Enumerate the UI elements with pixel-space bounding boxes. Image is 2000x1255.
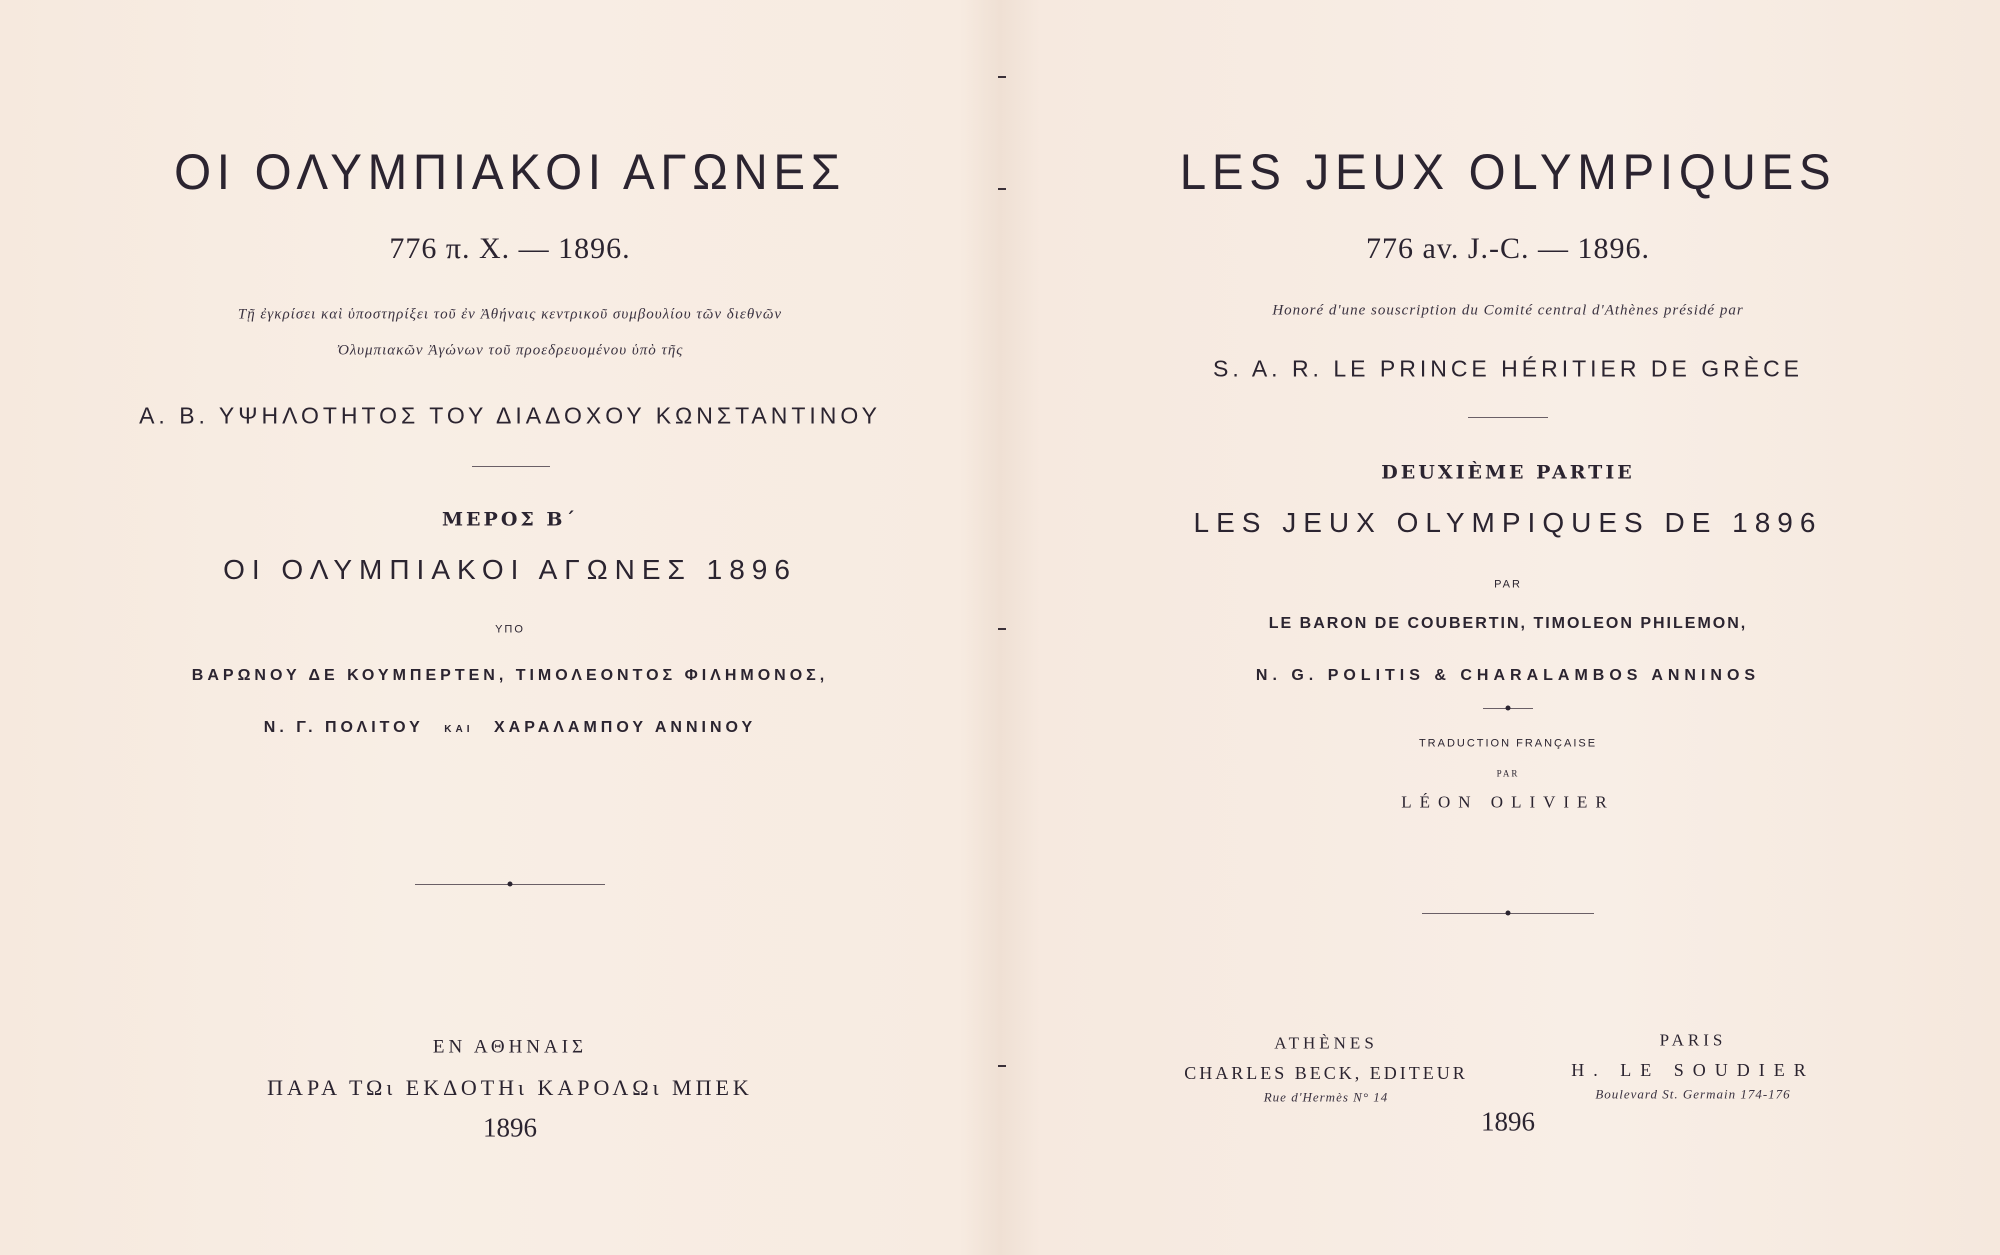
right-subtitle: LES JEUX OLYMPIQUES DE 1896: [1193, 507, 1823, 538]
paris-publisher: H. LE SOUDIER: [1571, 1060, 1815, 1080]
ornament-divider: [1468, 417, 1548, 418]
ornament-dot: [1506, 706, 1511, 711]
left-patron: Α. Β. ΥΨΗΛΟΤΗΤΟΣ ΤΟΥ ΔΙΑΔΟΧΟΥ ΚΩΝΣΤΑΝΤΙΝΟΥ: [139, 402, 881, 429]
athens-address: Rue d'Hermès N° 14: [1263, 1089, 1389, 1105]
translation-label: TRADUCTION FRANÇAISE: [1418, 737, 1598, 750]
right-year: 1896: [1481, 1106, 1535, 1137]
right-part: DEUXIÈME PARTIE: [1381, 461, 1635, 484]
author-politis: Ν. Γ. ΠΟΛΙΤΟΥ: [263, 719, 424, 736]
athens-publisher: CHARLES BECK, EDITEUR: [1184, 1063, 1468, 1083]
left-place: ΕΝ ΑΘΗΝΑΙΣ: [432, 1036, 588, 1058]
left-part: ΜΕΡΟΣ Β΄: [442, 508, 578, 531]
gutter-mark: [998, 628, 1006, 630]
gutter-mark: [998, 188, 1006, 190]
left-title: ΟΙ ΟΛΥΜΠΙΑΚΟΙ ΑΓΩΝΕΣ: [174, 144, 846, 200]
left-subtitle: ΟΙ ΟΛΥΜΠΙΑΚΟΙ ΑΓΩΝΕΣ 1896: [223, 554, 797, 585]
left-dedication-1: Τῇ ἐγκρίσει καὶ ὑποστηρίξει τοῦ ἐν Ἀθήναις κεντρικοῦ συμβουλίου τῶν διεθνῶν: [237, 306, 783, 323]
left-dates: 776 π. Χ. — 1896.: [389, 232, 631, 265]
right-title: LES JEUX OLYMPIQUES: [1179, 144, 1837, 200]
left-authors-1: ΒΑΡΩΝΟΥ ΔΕ ΚΟΥΜΠΕΡΤΕΝ, ΤΙΜΟΛΕΟΝΤΟΣ ΦΙΛΗΜΟΝΟΣ,: [191, 667, 829, 684]
paris-city: PARIS: [1659, 1030, 1727, 1050]
gutter-mark: [998, 1065, 1006, 1067]
author-anninos: ΧΑΡΑΛΑΜΠΟΥ ΑΝΝΙΝΟΥ: [493, 719, 757, 736]
paris-address: Boulevard St. Germain 174-176: [1595, 1086, 1791, 1102]
left-year: 1896: [483, 1112, 537, 1143]
right-dedication: Honoré d'une souscription du Comité central d'Athènes présidé par: [1272, 302, 1744, 319]
left-dedication-2: Ὀλυμπιακῶν Ἀγώνων τοῦ προεδρευομένου ὑπὸ τῆς: [336, 342, 684, 359]
gutter-mark: [998, 76, 1006, 78]
left-by: ΥΠΟ: [495, 623, 525, 636]
right-by-2: PAR: [1496, 768, 1520, 779]
right-dates: 776 av. J.-C. — 1896.: [1365, 232, 1651, 265]
ornament-dot: [508, 882, 513, 887]
translator: LÉON OLIVIER: [1401, 792, 1615, 812]
and-word: ΚΑΙ: [444, 724, 474, 735]
athens-city: ATHÈNES: [1274, 1033, 1378, 1053]
left-publisher: ΠΑΡΑ ΤΩι ΕΚΔΟΤΗι ΚΑΡΟΛΩι ΜΠΕΚ: [267, 1075, 753, 1100]
ornament-divider: [472, 466, 550, 467]
right-authors-2: N. G. POLITIS & CHARALAMBOS ANNINOS: [1255, 667, 1761, 684]
right-authors-1: LE BARON DE COUBERTIN, TIMOLEON PHILEMON,: [1268, 615, 1748, 632]
right-patron: S. A. R. LE PRINCE HÉRITIER DE GRÈCE: [1212, 355, 1804, 382]
left-authors-2: [264, 720, 756, 736]
ornament-dot: [1506, 911, 1511, 916]
right-by: PAR: [1494, 578, 1522, 591]
